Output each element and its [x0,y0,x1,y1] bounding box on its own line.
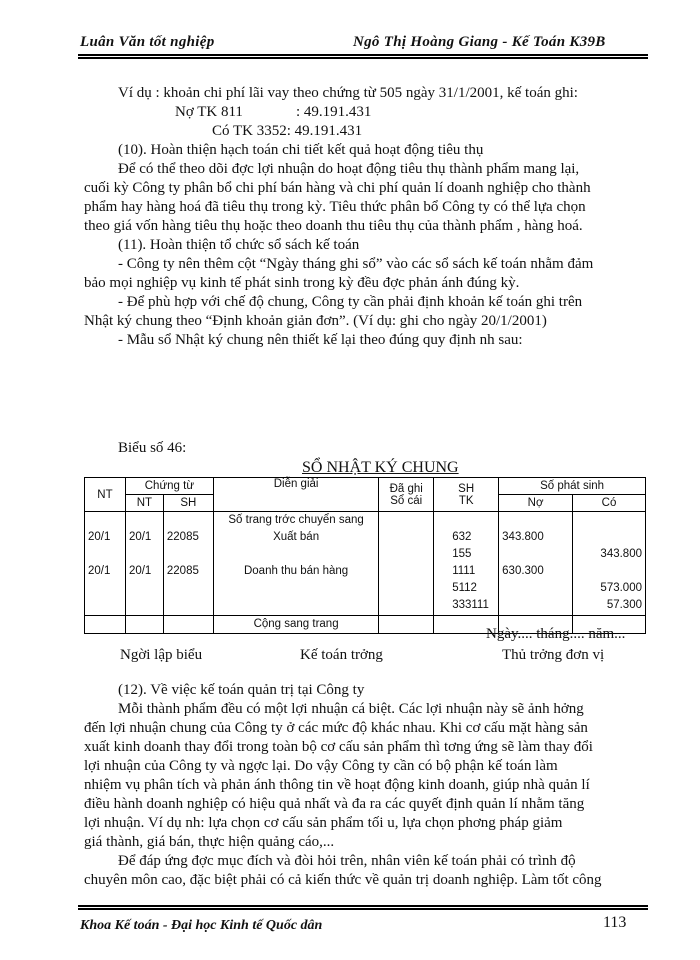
col-da-ghi: Đã ghi Sổ cái [379,478,434,512]
col-ct-sh: SH [163,495,213,512]
text-line: đến lợi nhuận chung của Công ty ở các mức độ khác nhau. Khi cơ cấu mặt hàng sản [84,720,588,736]
header-right: Ngô Thị Hoàng Giang - Kế Toán K39B [353,34,606,50]
text-line: bảo mọi nghiệp vụ kinh tế phát sinh trong kỳ đều đợc phản ánh đúng kỳ. [84,275,520,291]
text-line: lợi nhuận. Ví dụ nh: lựa chọn cơ cấu sản phẩm tối u, lựa chọn phơng pháp giảm [84,815,563,831]
text-line: : 49.191.431 [296,104,372,120]
text-line: điều hành doanh nghiệp có hiệu quả nhất và đa ra các quyết định quản lí nhằm tăng [84,796,585,812]
col-ct-nt: NT [125,495,163,512]
text-line: lợi nhuận của Công ty và ngợc lại. Do vậy Công ty cần có bộ phận kế toán làm [84,758,558,774]
text-line: - Công ty nên thêm cột “Ngày tháng ghi sổ” vào các sổ sách kế toán nhằm đảm [118,256,594,272]
text-line: giá thành, giá bán, thực hiện quảng cáo,... [84,834,335,850]
footer-rule [78,908,648,910]
text-line: theo giá vốn hàng tiêu thụ hoặc theo doanh thu tiêu thụ của thành phẩm , hàng hoá. [84,218,583,234]
sign-date: Ngày.... tháng.... năm... [486,626,626,642]
col-sh-tk: SH TK [434,478,499,512]
col-so-phat-sinh: Số phát sinh [499,478,646,495]
table-caption: Biểu số 46: [118,440,187,456]
text-line: Mỗi thành phẩm đều có một lợi nhuận cá biệt. Các lợi nhuận này sẽ ảnh hởng [118,701,584,717]
text-line: Có TK 3352: 49.191.431 [212,123,363,139]
col-dien-giai: Diễn giải [213,478,378,512]
text-line: (12). Về việc kế toán quản trị tại Công ty [118,682,365,698]
text-line: Nợ TK 811 [175,104,243,120]
signer-chief-accountant: Kế toán trởng [300,647,383,663]
header-left: Luân Văn tốt nghiệp [80,34,215,50]
page-number: 113 [603,914,627,931]
text-line: xuất kinh doanh thay đổi trong toàn bộ cơ cấu sản phẩm thì tơng ứng sẽ làm thay đổi [84,739,593,755]
text-line: Để đáp ứng đợc mục đích và đòi hỏi trên, nhân viên kế toán phải có trình độ [118,853,576,869]
text-line: nhiệm vụ phân tích và phản ánh thông tin về hoạt động kinh doanh, giúp nhà quản lí [84,777,590,793]
journal-table [84,477,646,634]
text-line: Nhật ký chung theo “Định khoản giản đơn”. (Ví dụ: ghi cho ngày 20/1/2001) [84,313,547,329]
signer-director: Thủ trởng đơn vị [502,647,605,663]
text-line: Để có thể theo dõi đợc lợi nhuận do hoạt động tiêu thụ thành phẩm mang lại, [118,161,580,177]
col-co: Có [573,495,646,512]
col-chung-tu: Chứng từ [125,478,213,495]
text-line: (11). Hoàn thiện tổ chức sổ sách kế toán [118,237,360,253]
text-line: - Mẫu sổ Nhật ký chung nên thiết kế lại theo đúng quy định nh sau: [118,332,523,348]
text-line: Ví dụ : khoản chi phí lãi vay theo chứng từ 505 ngày 31/1/2001, kế toán ghi: [118,85,578,101]
text-line: phẩm hay hàng hoá đã tiêu thụ trong kỳ. Tiêu thức phân bổ Công ty có thể lựa chọn [84,199,586,215]
footer-left: Khoa Kế toán - Đại học Kinh tế Quốc dân [80,918,323,933]
table-title: SỔ NHẬT KÝ CHUNG [302,459,459,476]
text-line: (10). Hoàn thiện hạch toán chi tiết kết quả hoạt động tiêu thụ [118,142,484,158]
table-footer-row: Cộng sang trang [85,616,646,634]
table-row: 20/1 20/1 20/1 20/1 22085 22085 Số trang trớc chuyển sang Xuất bán Doanh thu bán hàng 632 155 1111 5112 333111 343.800 630.300 343.800 573.000 57.300 [85,512,646,616]
signer-preparer: Ngời lập biểu [120,647,203,663]
text-line: - Để phù hợp với chế độ chung, Công ty cần phải định khoản kế toán ghi trên [118,294,583,310]
col-no: Nợ [499,495,573,512]
header-rule [78,54,648,56]
text-line: cuối kỳ Công ty phân bổ chi phí bán hàng và chi phí quản lí doanh nghiệp cho thành [84,180,591,196]
text-line: chuyên môn cao, đặc biệt phải có cả kiến thức về quản trị doanh nghiệp. Làm tốt công [84,872,602,888]
col-nt: NT [85,478,126,512]
